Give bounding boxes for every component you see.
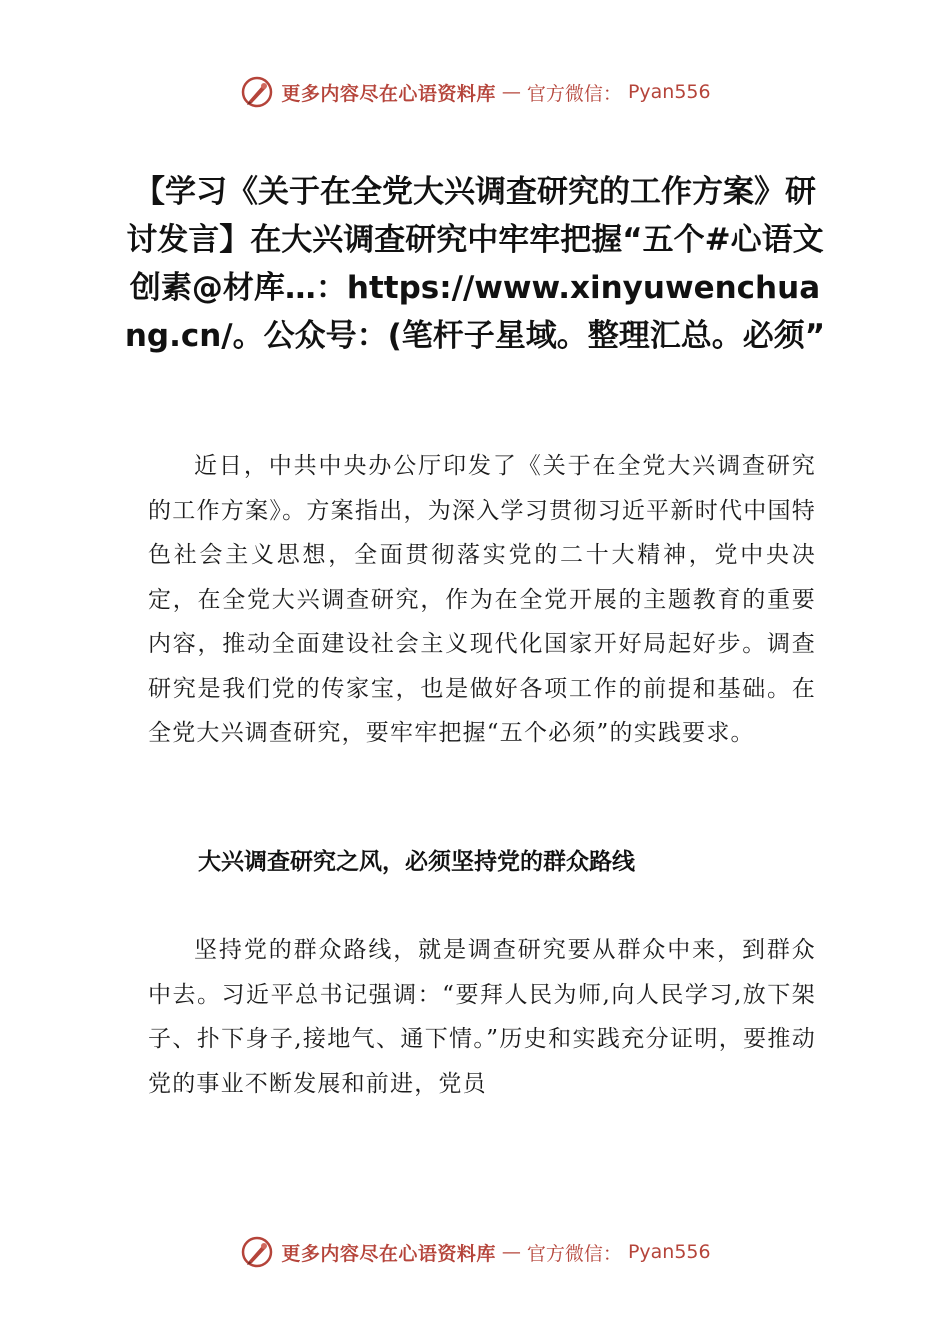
- watermark-wechat-id: Pyan556: [627, 1241, 711, 1263]
- paragraph-2: 坚持党的群众路线，就是调查研究要从群众中来，到群众中去。习近平总书记强调：“要拜人民为师,向人民学习,放下架子、扑下身子,接地气、通下情。”历史和实践充分证明，要推动党的事业不断发展和前进，党员: [148, 937, 816, 1097]
- paragraph-2-container: [148, 928, 816, 1106]
- pen-logo-icon: [239, 74, 275, 110]
- watermark-separator: —: [501, 1241, 521, 1263]
- document-title: 【学习《关于在全党大兴调查研究的工作方案》研讨发言】在大兴调查研究中牢牢把握“五个#心语文创素@材库…：https://www.xinyuwenchuang.cn/。公众号：(笔杆子星域。整理汇总。必须”: [124, 174, 826, 354]
- pen-logo-icon: [239, 1234, 275, 1270]
- section-heading-1: 大兴调查研究之风，必须坚持党的群众路线: [198, 849, 635, 875]
- watermark-wechat-label: 官方微信：: [526, 82, 622, 105]
- watermark-separator: —: [501, 81, 521, 103]
- watermark-brand: 更多内容尽在心语资料库: [281, 1242, 496, 1265]
- paragraph-1-container: [148, 444, 816, 756]
- header-watermark: [0, 72, 950, 112]
- paragraph-1: 近日，中共中央办公厅印发了《关于在全党大兴调查研究的工作方案》。方案指出，为深入学习贯彻习近平新时代中国特色社会主义思想，全面贯彻落实党的二十大精神，党中央决定，在全党大兴调查研究，作为在全党开展的主题教育的重要内容，推动全面建设社会主义现代化国家开好局起好步。调查研究是我们党的传家宝，也是做好各项工作的前提和基础。在全党大兴调查研究，要牢牢把握“五个必须”的实践要求。: [148, 453, 816, 746]
- watermark-wechat-label: 官方微信：: [526, 1242, 622, 1265]
- watermark-brand: 更多内容尽在心语资料库: [281, 82, 496, 105]
- footer-watermark: [0, 1232, 950, 1272]
- watermark-wechat-id: Pyan556: [627, 81, 711, 103]
